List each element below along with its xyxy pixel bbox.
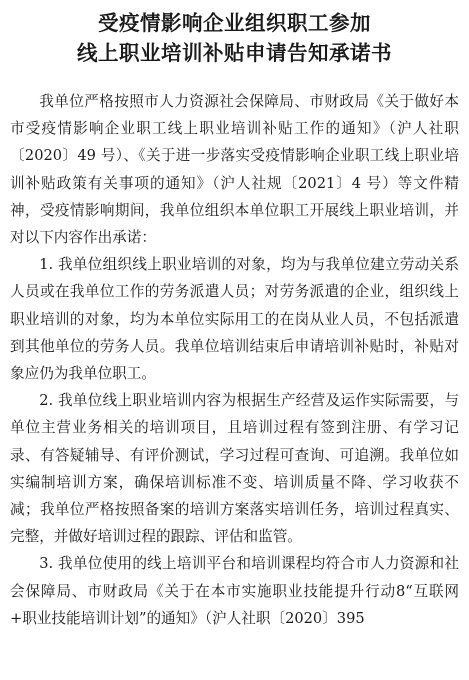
document-title: [10, 8, 459, 68]
paragraph-item-3: 3. 我单位使用的线上培训平台和培训课程均符合市人力资源和社会保障局、市财政局《关于在本市实施职业技能提升行动8“互联网+职业技能培训计划”的通知》（沪人社职〔2020〕395: [10, 555, 459, 627]
title-line-2: 线上职业培训补贴申请告知承诺书: [77, 41, 392, 65]
paragraph-intro: 我单位严格按照市人力资源社会保障局、市财政局《关于做好本市受疫情影响企业职工线上职业培训补贴工作的通知》（沪人社职〔2020〕49 号）、《关于进一步落实受疫情影响企业职工线上职业培训补贴政策有关事项的通知》（沪人社规〔2021〕4 号）等文件精神，受疫情影响期间，我单位组织本单位职工开展线上职业培训，并对以下内容作出承诺：: [10, 93, 459, 247]
title-line-1: 受疫情影响企业组织职工参加: [98, 11, 371, 35]
document-body: [10, 88, 459, 632]
paragraph-item-1: 1. 我单位组织线上职业培训的对象，均为与我单位建立劳动关系人员或在我单位工作的劳务派遣人员；对劳务派遣的企业，组织线上职业培训的对象，均为本单位实际用工的在岗从业人员，不包括派遣到其他单位的劳务人员。我单位培训结束后申请培训补贴时，补贴对象应仍为我单位职工。: [10, 256, 459, 383]
paragraph-item-2: 2. 我单位线上职业培训内容为根据生产经营及运作实际需要，与单位主营业务相关的培训项目，且培训过程有签到注册、有学习记录、有答疑辅导、有评价测试，学习过程可查询、可追溯。我单位如实编制培训方案，确保培训标准不变、培训质量不降、学习收获不减；我单位严格按照备案的培训方案落实培训任务，培训过程真实、完整，并做好培训过程的跟踪、评估和监管。: [10, 392, 459, 546]
